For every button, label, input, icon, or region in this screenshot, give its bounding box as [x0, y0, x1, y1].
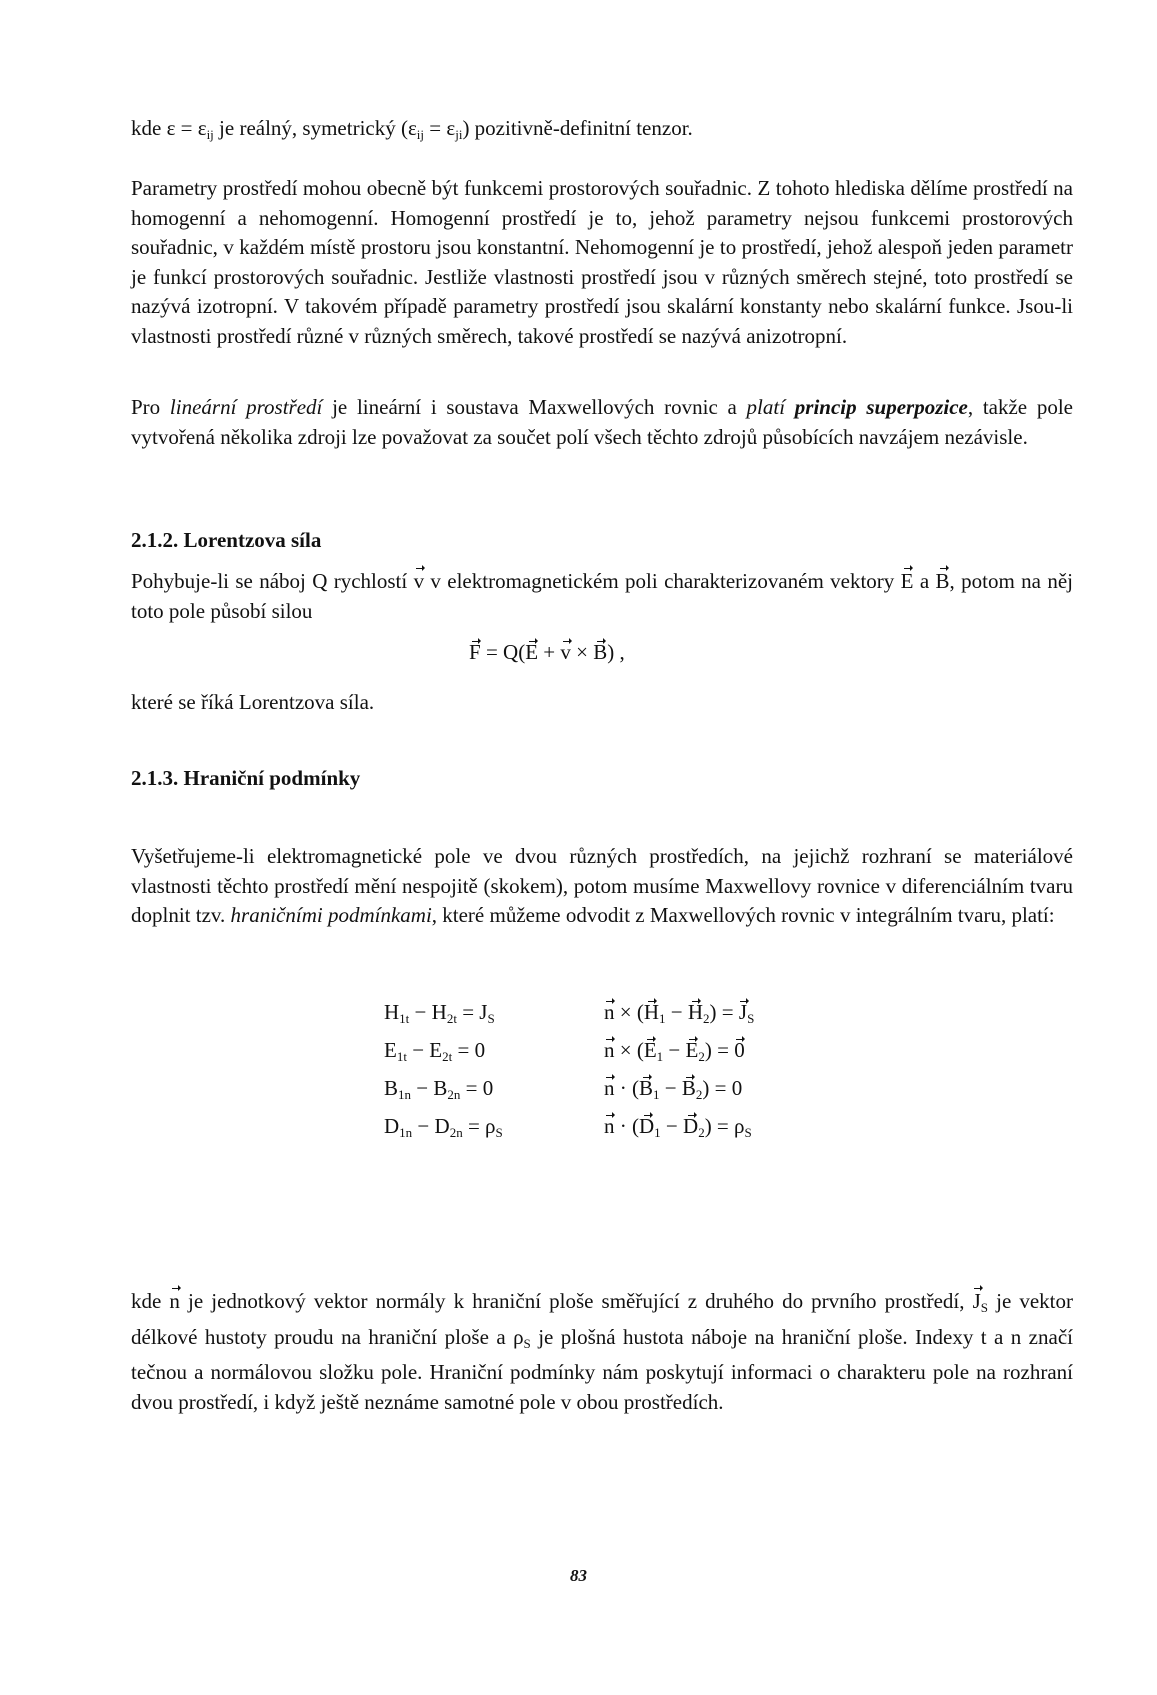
- text-run: D: [384, 1114, 400, 1138]
- paragraph-boundary-intro: [131, 842, 1073, 931]
- paragraph-media-parameters: Parametry prostředí mohou obecně být funkcemi prostorových souřadnic. Z tohoto hlediska dělíme prostředí na homogenní a nehomogenní. Homogenní prostředí je to, jehož parametry nejsou funkcemi prostorových souřadnic, v každém místě prostoru jsou konstantní. Nehomogenní je to prostředí, jehož alespoň jeden parametr je funkcí prostorových souřadnic. Jestliže vlastnosti prostředí jsou v různých směrech stejné, toto prostředí se nazývá izotropní. V takovém případě parametry prostředí jsou skalární konstanty nebo skalární funkce. Jsou-li vlastnosti prostředí různé v různých směrech, takové prostředí se nazývá anizotropní.: [131, 176, 1073, 348]
- text-run: = 0: [452, 1038, 486, 1062]
- tensor-line: [131, 114, 1073, 150]
- vector-n: n: [604, 1114, 615, 1138]
- text-run: Vyšetřujeme-li elektromagnetické pole ve dvou různých prostředích, na jejichž rozhraní se materiálové vlastnosti těchto prostředí mění nespojitě (skokem), potom musíme Maxwellovy rovnice v diferenciálním tvaru doplnit tzv.: [131, 844, 1073, 927]
- text-run: ) = ρ: [704, 1114, 745, 1138]
- paragraph-lorentz-intro: [131, 567, 1073, 626]
- subscript: 2: [703, 1011, 710, 1026]
- text-run: · (: [614, 1114, 639, 1138]
- text-run: je jednotkový vektor normály k hraniční ploše směřující z druhého do prvního prostředí,: [179, 1289, 973, 1313]
- vector-n: n: [604, 1038, 615, 1062]
- subscript: S: [487, 1011, 495, 1026]
- subscript: S: [495, 1125, 503, 1140]
- text-run: − B: [411, 1076, 448, 1100]
- vector-b: B: [936, 567, 950, 597]
- text-run: a: [913, 569, 936, 593]
- text-run: = ρ: [462, 1114, 496, 1138]
- eq-row-2-right: [604, 1038, 745, 1065]
- text-run: − E: [406, 1038, 443, 1062]
- subscript: S: [744, 1125, 752, 1140]
- subscript: 2n: [447, 1087, 461, 1102]
- text-run: je lineární i soustava Maxwellových rovnic a: [322, 395, 747, 419]
- vector-e: E: [525, 640, 539, 664]
- text-run: je vektor délkové hustoty proudu na hraniční ploše a ρ: [131, 1289, 1073, 1349]
- text-run: ) pozitivně-definitní tenzor.: [462, 116, 693, 140]
- text-run: B: [384, 1076, 399, 1100]
- section-heading-lorentz: 2.1.2. Lorentzova síla: [131, 528, 322, 552]
- eq-row-2-left: [384, 1038, 485, 1065]
- text-run: −: [665, 1000, 688, 1024]
- text-run: E: [384, 1038, 397, 1062]
- text-run: H: [384, 1000, 400, 1024]
- text-run: × (: [614, 1000, 644, 1024]
- eq-row-1-right: [604, 1000, 754, 1027]
- subscript: S: [523, 1335, 531, 1351]
- vector-b: B: [593, 640, 608, 664]
- vector-h: H: [687, 1000, 704, 1024]
- text-run: = ε: [424, 116, 456, 140]
- text-run: v elektromagnetickém poli charakterizovaném vektory: [424, 569, 901, 593]
- emphasis-boundary-conditions: hraničními podmínkami: [230, 903, 432, 927]
- boundary-equations: [384, 1000, 864, 1150]
- text-run: , potom na něj toto pole působí silou: [131, 569, 1073, 623]
- vector-n: n: [604, 1076, 615, 1100]
- text-run: = Q(: [480, 640, 526, 664]
- paragraph-lorentz-outro: které se říká Lorentzova síla.: [131, 690, 375, 714]
- vector-e: E: [901, 567, 914, 597]
- subscript: 1t: [399, 1011, 410, 1026]
- emphasis-linear-media: lineární prostředí: [169, 395, 323, 419]
- section-heading-boundary: 2.1.3. Hraniční podmínky: [131, 766, 361, 790]
- subscript: S: [980, 1300, 989, 1315]
- vector-e: E: [643, 1038, 657, 1062]
- eq-row-4-right: [604, 1114, 752, 1141]
- zero-vector: 0: [734, 1038, 745, 1062]
- text-run: · (: [614, 1076, 639, 1100]
- subscript: ij: [206, 127, 214, 142]
- text-run: Pohybuje-li se náboj Q rychlostí: [131, 569, 414, 593]
- text-run: [785, 395, 795, 419]
- subscript: 2: [698, 1049, 705, 1064]
- text-run: −: [659, 1076, 682, 1100]
- subscript: 2: [695, 1087, 703, 1102]
- text-run: +: [538, 640, 561, 664]
- subscript: 2t: [446, 1011, 457, 1026]
- subscript: 1n: [398, 1087, 412, 1102]
- vector-b: B: [681, 1076, 696, 1100]
- text-run: , takže pole vytvořená několika zdroji lze považovat za součet polí všech těchto zdrojů působících navzájem nezávisle.: [131, 395, 1074, 449]
- subscript: 1n: [399, 1125, 413, 1140]
- vector-n: n: [169, 1287, 180, 1317]
- vector-v: v: [560, 640, 571, 664]
- text-run: je plošná hustota náboje na hraniční ploše. Indexy t a n značí tečnou a normálovou složku pole. Hraniční podmínky nám poskytují informaci o charakteru pole na rozhraní dvou prostředí, i když ještě neznáme samotné pole v obou prostředích.: [131, 1324, 1073, 1414]
- text-run: × (: [614, 1038, 644, 1062]
- eq-row-4-left: [384, 1114, 503, 1141]
- subscript: ji: [455, 127, 463, 142]
- vector-h: H: [643, 1000, 660, 1024]
- page-number: 83: [570, 1566, 587, 1585]
- eq-row-3-right: [604, 1076, 742, 1103]
- lorentz-formula: [469, 640, 625, 665]
- vector-d: D: [639, 1114, 655, 1138]
- text-run: − D: [412, 1114, 450, 1138]
- text-run: = 0: [460, 1076, 494, 1100]
- subscript: 1t: [396, 1049, 407, 1064]
- subscript: 1: [659, 1011, 666, 1026]
- paragraph-superposition: [131, 393, 1073, 452]
- text-run: , které můžeme odvodit z Maxwellových rovnic v integrálním tvaru, platí:: [431, 903, 1055, 927]
- text-run: kde: [131, 1289, 170, 1313]
- paragraph-boundary-explanation: [131, 1287, 1073, 1417]
- subscript: 1: [653, 1087, 660, 1102]
- text-run: ) = 0: [702, 1076, 743, 1100]
- vector-f: F: [469, 640, 481, 664]
- vector-n: n: [604, 1000, 615, 1024]
- text-run: ×: [570, 640, 594, 664]
- text-run: = J: [456, 1000, 488, 1024]
- subscript: 1: [656, 1049, 664, 1064]
- text-run: −: [660, 1114, 684, 1138]
- vector-v: v: [414, 567, 425, 597]
- subscript: S: [747, 1011, 755, 1026]
- subscript: 2n: [449, 1125, 463, 1140]
- vector-d: D: [683, 1114, 699, 1138]
- text-run: ) ,: [607, 640, 625, 664]
- text-run: −: [663, 1038, 686, 1062]
- subscript: 2t: [442, 1049, 453, 1064]
- text-run: ) =: [704, 1038, 735, 1062]
- text-run: kde ε = ε: [131, 116, 207, 140]
- subscript: ij: [416, 127, 425, 142]
- eq-row-1-left: [384, 1000, 495, 1027]
- eq-row-3-left: [384, 1076, 493, 1103]
- vector-b: B: [639, 1076, 654, 1100]
- text-run: ) =: [709, 1000, 739, 1024]
- subscript: 2: [698, 1125, 705, 1140]
- text-run: − H: [409, 1000, 447, 1024]
- subscript: 1: [654, 1125, 661, 1140]
- vector-j: J: [738, 1000, 748, 1024]
- vector-j: J: [973, 1287, 981, 1317]
- emphasis-holds: platí: [746, 395, 786, 419]
- emphasis-superposition: princip superpozice: [794, 395, 968, 419]
- text-run: Pro: [131, 395, 170, 419]
- vector-e: E: [685, 1038, 699, 1062]
- text-run: je reálný, symetrický (ε: [213, 116, 417, 140]
